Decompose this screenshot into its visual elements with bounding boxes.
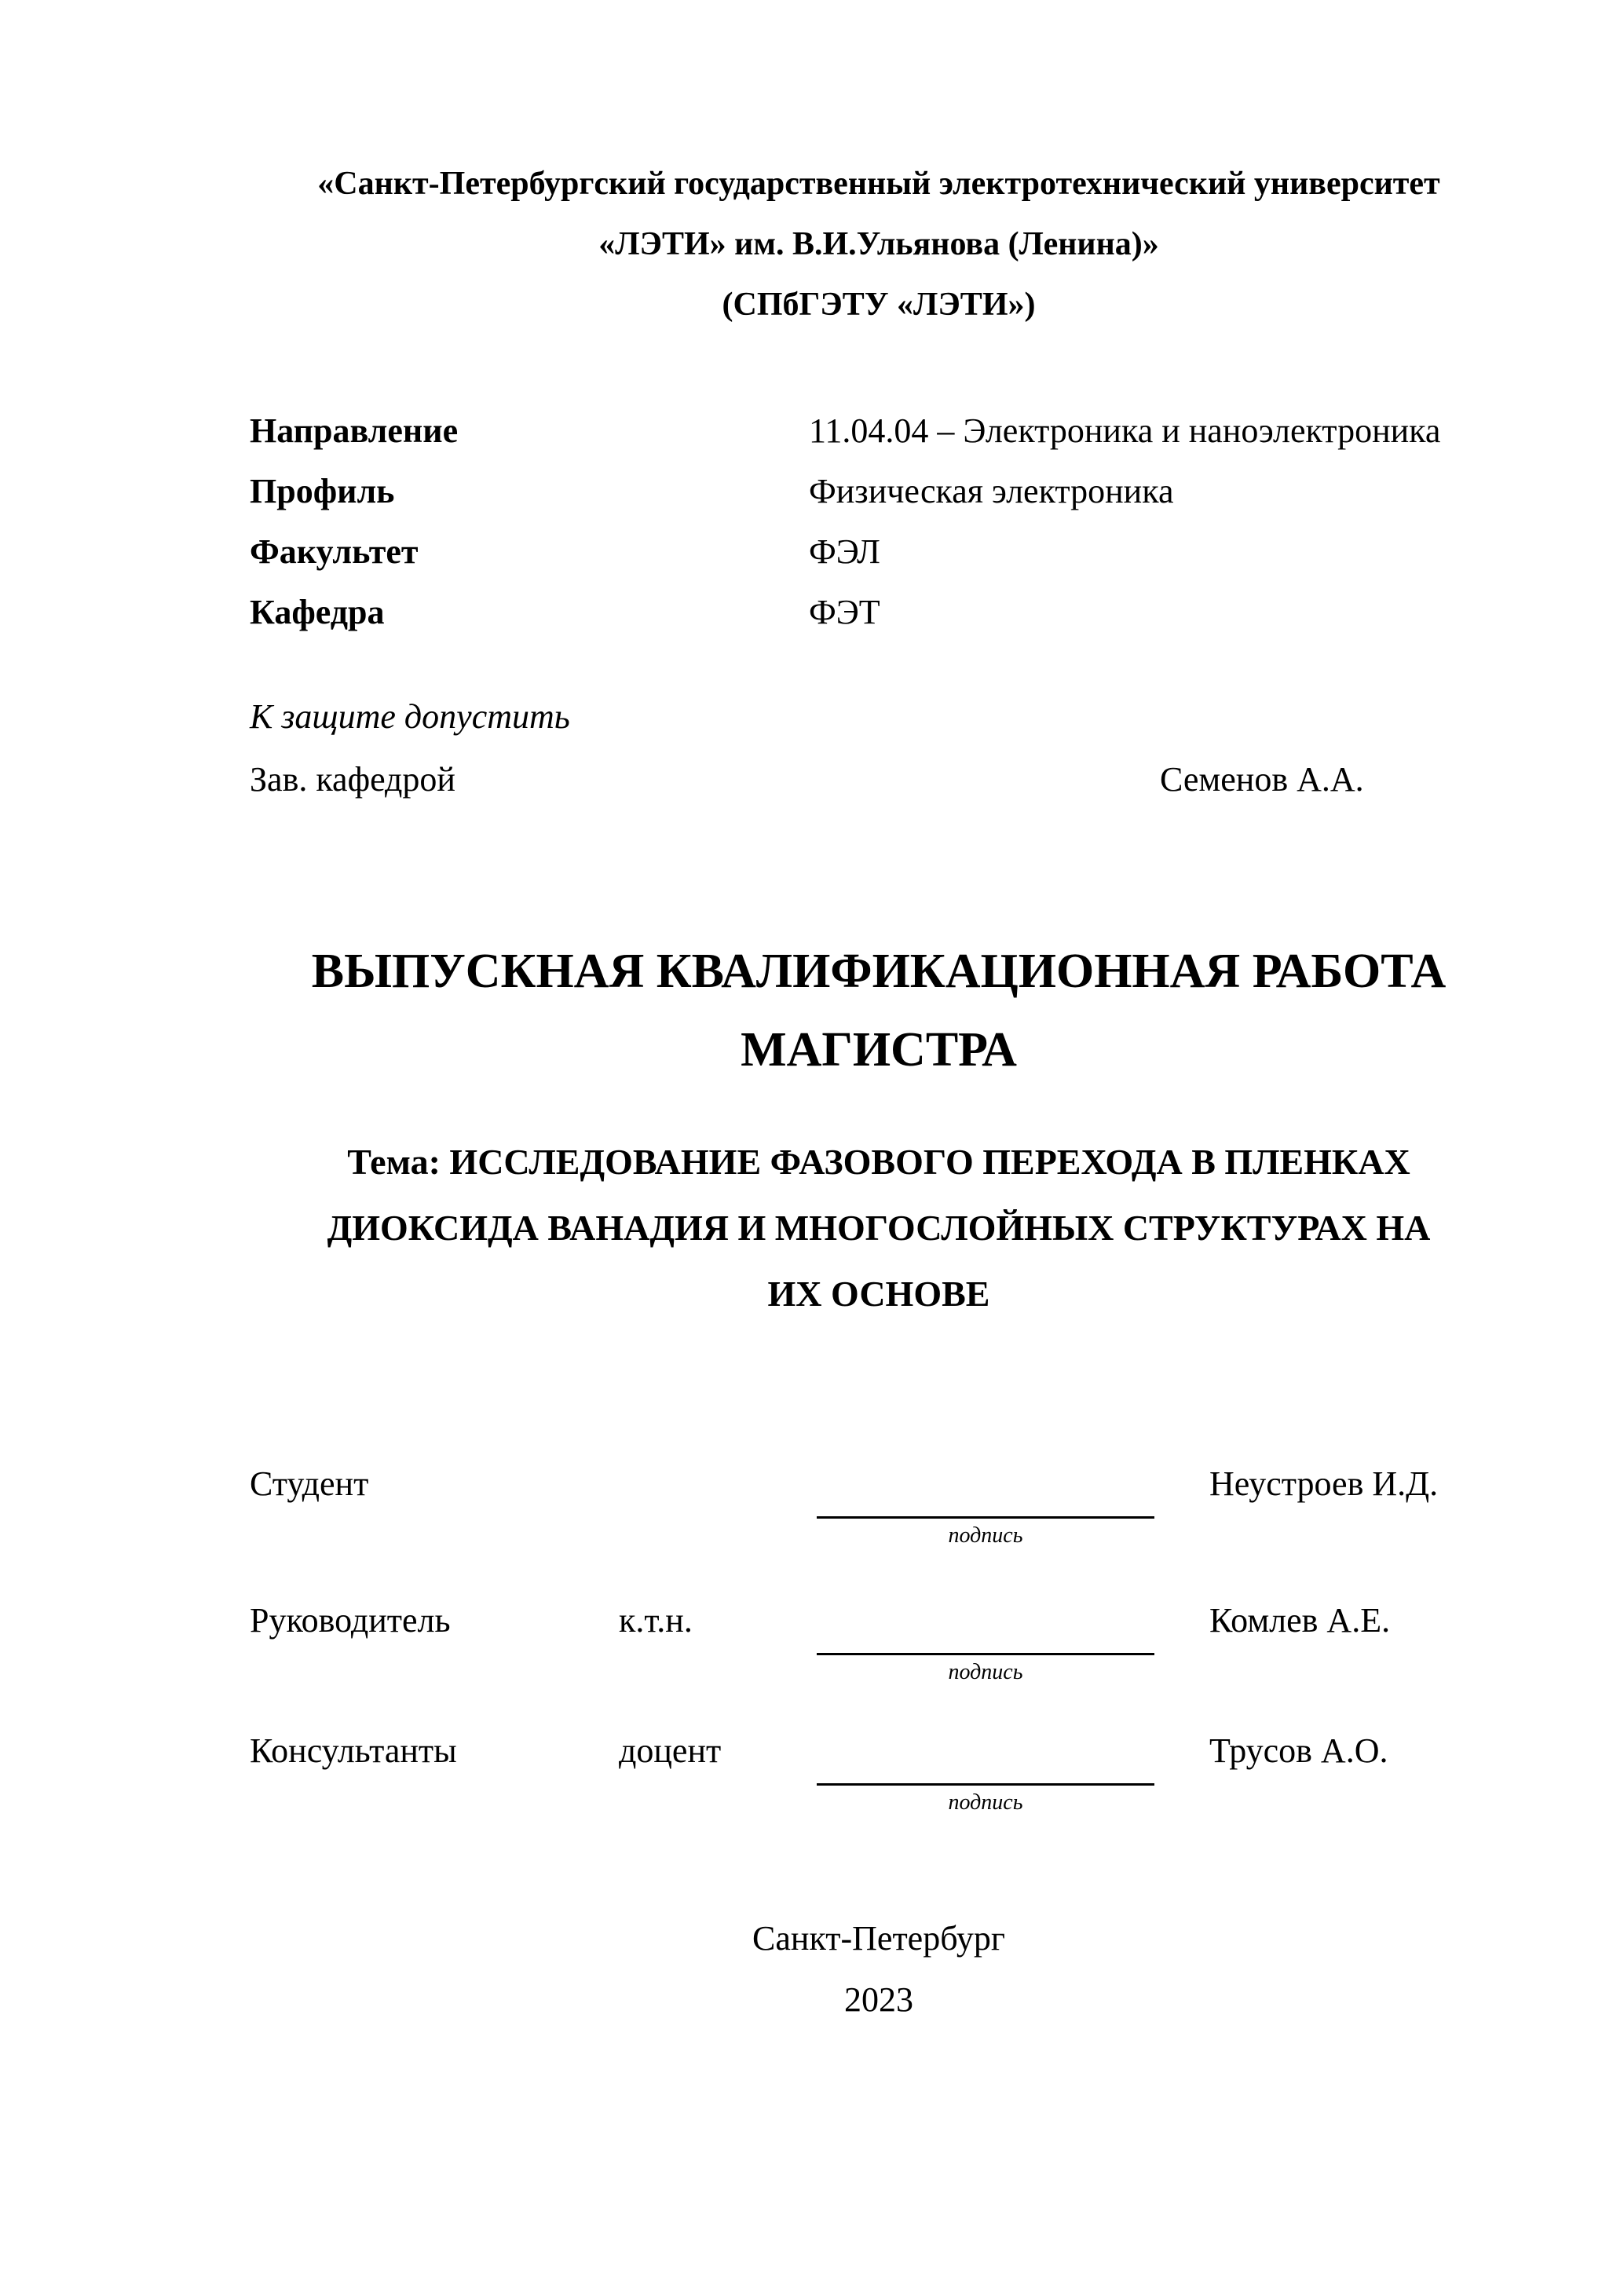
head-of-department-name: Семенов А.А. bbox=[1160, 760, 1364, 799]
direction-label: Направление bbox=[250, 411, 459, 450]
work-title-line-2: МАГИСТРА bbox=[741, 1023, 1017, 1077]
field-row-department bbox=[250, 582, 1508, 642]
signature-row-student bbox=[250, 1464, 1508, 1574]
direction-value: 11.04.04 – Электроника и наноэлектроника bbox=[809, 411, 1441, 450]
field-row-profile bbox=[250, 461, 1508, 521]
consultants-signature-caption: подпись bbox=[948, 1790, 1023, 1815]
consultants-qualification: доцент bbox=[619, 1731, 722, 1770]
field-row-faculty bbox=[250, 521, 1508, 582]
supervisor-name: Комлев А.Е. bbox=[1209, 1601, 1391, 1640]
university-header bbox=[250, 154, 1508, 335]
head-of-department-label: Зав. кафедрой bbox=[250, 760, 455, 799]
admit-to-defense-line: К защите допустить bbox=[250, 697, 570, 736]
theme-line-2: ДИОКСИДА ВАНАДИЯ И МНОГОСЛОЙНЫХ СТРУКТУРАХ НА bbox=[327, 1208, 1431, 1248]
theme-line-1: Тема: ИССЛЕДОВАНИЕ ФАЗОВОГО ПЕРЕХОДА В ПЛЕНКАХ bbox=[347, 1142, 1410, 1182]
department-label: Кафедра bbox=[250, 593, 385, 631]
department-value: ФЭТ bbox=[809, 593, 880, 631]
university-name-line-1: «Санкт-Петербургский государственный электротехнический университет bbox=[317, 166, 1440, 202]
student-signature-line bbox=[817, 1516, 1154, 1519]
year-label: 2023 bbox=[844, 1980, 913, 2019]
admission-block bbox=[250, 686, 1508, 811]
university-abbreviation-line: (СПбГЭТУ «ЛЭТИ») bbox=[722, 287, 1036, 323]
consultants-signature-line bbox=[817, 1783, 1154, 1786]
theme-line-3: ИХ ОСНОВЕ bbox=[767, 1274, 990, 1314]
university-name-line-2: «ЛЭТИ» им. В.И.Ульянова (Ленина)» bbox=[598, 226, 1159, 262]
profile-label: Профиль bbox=[250, 472, 395, 510]
work-title-line-1: ВЫПУСКНАЯ КВАЛИФИКАЦИОННАЯ РАБОТА bbox=[311, 945, 1447, 998]
city-year-footer bbox=[250, 1908, 1508, 2031]
program-fields bbox=[250, 400, 1508, 642]
field-row-direction bbox=[250, 400, 1508, 461]
faculty-value: ФЭЛ bbox=[809, 532, 880, 571]
theme-title bbox=[250, 1129, 1508, 1327]
supervisor-signature-caption: подпись bbox=[948, 1660, 1023, 1684]
student-signature-caption: подпись bbox=[948, 1523, 1023, 1548]
profile-value: Физическая электроника bbox=[809, 472, 1174, 510]
signature-row-supervisor bbox=[250, 1600, 1508, 1710]
consultants-role-label: Консультанты bbox=[250, 1731, 457, 1770]
consultants-name: Трусов А.О. bbox=[1209, 1731, 1388, 1770]
supervisor-signature-line bbox=[817, 1653, 1154, 1655]
work-title bbox=[250, 932, 1508, 1089]
student-role-label: Студент bbox=[250, 1464, 369, 1503]
supervisor-qualification: к.т.н. bbox=[619, 1601, 693, 1640]
head-of-department-row bbox=[250, 748, 1508, 811]
faculty-label: Факультет bbox=[250, 532, 419, 571]
signature-row-consultants bbox=[250, 1731, 1508, 1841]
supervisor-role-label: Руководитель bbox=[250, 1601, 451, 1640]
student-name: Неустроев И.Д. bbox=[1209, 1464, 1439, 1503]
city-label: Санкт-Петербург bbox=[752, 1919, 1005, 1958]
